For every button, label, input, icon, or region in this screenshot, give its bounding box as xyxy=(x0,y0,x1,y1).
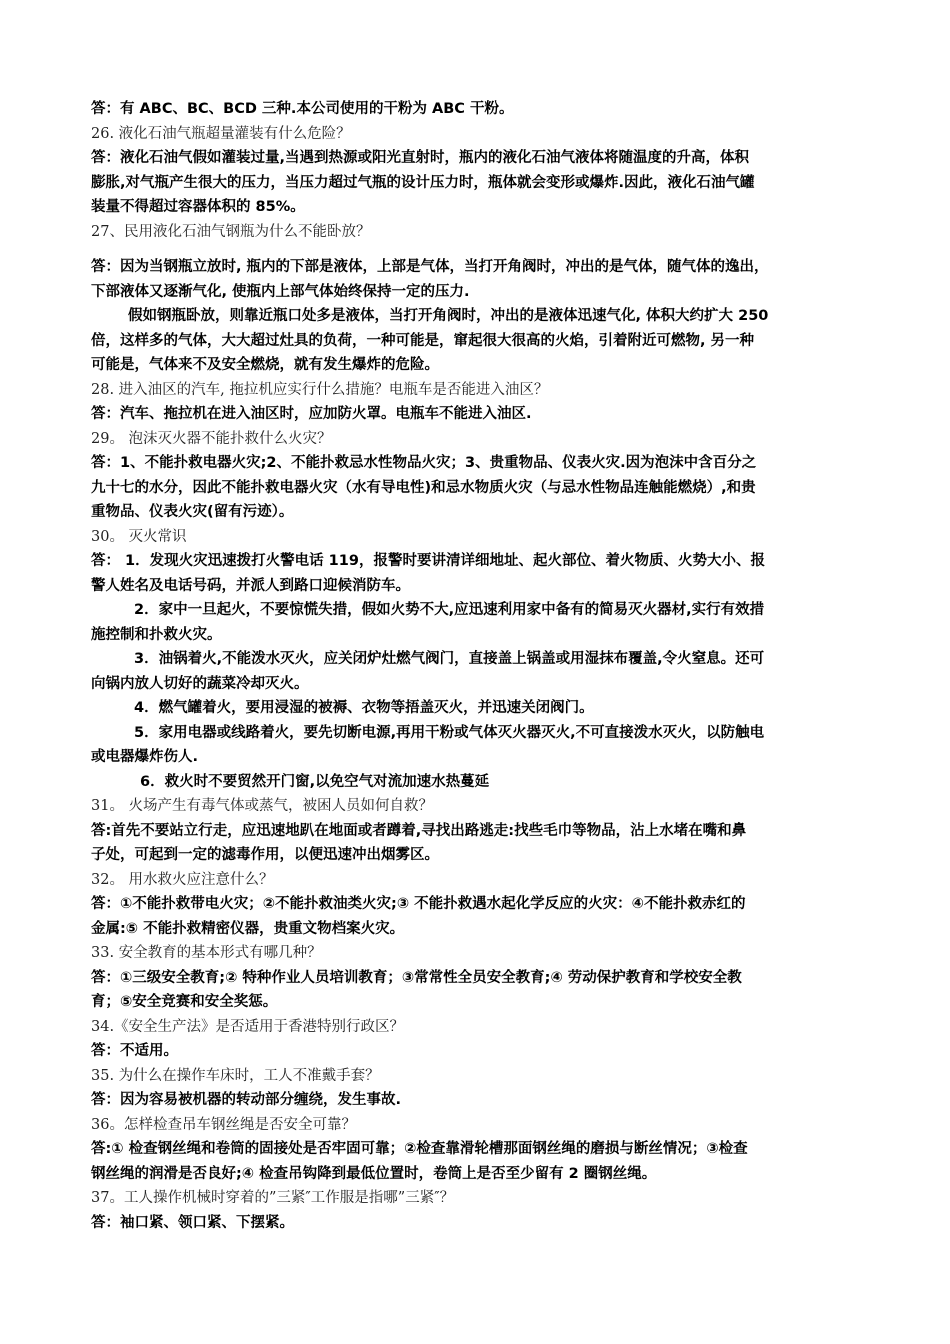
answer-line: 答：因为当钢瓶立放时, 瓶内的下部是液体，上部是气体，当打开角阀时，冲出的是气体，随气体的逸出， xyxy=(91,259,769,275)
answer-line: 答：1、不能扑救电器火灾;2、不能扑救忌水性物品火灾；3、贵重物品、仪表火灾.因为泡沫中含百分之 xyxy=(91,455,757,471)
question-line: 32。 用水救火应注意什么？ xyxy=(91,871,274,888)
answer-line: 或电器爆炸伤人. xyxy=(91,749,199,765)
question-line: 26. 液化石油气瓶超量灌装有什么危险？ xyxy=(91,125,351,142)
answer-line: 4．燃气罐着火，要用浸湿的被褥、衣物等捂盖灭火，并迅速关闭阀门。 xyxy=(134,700,594,716)
answer-line: 5．家用电器或线路着火，要先切断电源,再用干粉或气体灭火器灭火,不可直接泼水灭火，以防触电 xyxy=(134,724,765,741)
question-line: 31。 火场产生有毒气体或蒸气，被困人员如何自救？ xyxy=(91,798,434,814)
answer-line: 答：有 ABC、BC、BCD 三种.本公司使用的干粉为 ABC 干粉。 xyxy=(91,101,514,117)
answer-line: 倍，这样多的气体，大大超过灶具的负荷，一种可能是，窜起很大很高的火焰，引着附近可燃物, 另一种 xyxy=(91,332,755,349)
question-line: 35. 为什么在操作车床时，工人不准戴手套？ xyxy=(91,1067,380,1084)
answer-line: 答：液化石油气假如灌装过量,当遇到热源或阳光直射时，瓶内的液化石油气液体将随温度的升高，体积 xyxy=(91,150,750,166)
question-line: 28. 进入油区的汽车, 拖拉机应实行什么措施？电瓶车是否能进入油区？ xyxy=(91,381,549,398)
answer-line: 答：①三级安全教育;② 特种作业人员培训教育；③常常性全员安全教育;④ 劳动保护教育和学校安全教 xyxy=(91,969,742,986)
question-line: 37。工人操作机械时穿着的”三紧″工作服是指哪”三紧″？ xyxy=(91,1190,455,1206)
answer-line: 2．家中一旦起火，不要惊慌失措，假如火势不大,应迅速利用家中备有的简易灭火器材,实行有效措 xyxy=(134,602,765,618)
question-line: 33. 安全教育的基本形式有哪几种？ xyxy=(91,945,322,961)
answer-line: 施控制和扑救火灾。 xyxy=(91,626,222,643)
question-line: 27、民用液化石油气钢瓶为什么不能卧放？ xyxy=(91,223,371,240)
answer-line: 答：袖口紧、领口紧、下摆紧。 xyxy=(91,1214,294,1231)
answer-line: 钢丝绳的润滑是否良好;④ 检查吊钩降到最低位置时，卷筒上是否至少留有 2 圈钢丝绳。 xyxy=(91,1165,657,1182)
question-line: 36。怎样检查吊车钢丝绳是否安全可靠？ xyxy=(91,1116,356,1133)
answer-line: 答：不适用。 xyxy=(91,1043,178,1059)
answer-line: 膨胀,对气瓶产生很大的压力，当压力超过气瓶的设计压力时，瓶体就会变形或爆炸.因此，液化石油气罐 xyxy=(91,174,755,191)
answer-line: 重物品、仪表火灾(留有污迹）。 xyxy=(91,504,294,520)
answer-line: 答：①不能扑救带电火灾；②不能扑救油类火灾;③ 不能扑救遇水起化学反应的火灾：④不能扑救赤红的 xyxy=(91,896,746,912)
answer-line: 可能是，气体来不及安全燃烧，就有发生爆炸的危险。 xyxy=(91,357,439,373)
answer-line: 装量不得超过容器体积的 85%。 xyxy=(91,199,305,215)
question-line: 34.《安全生产法》是否适用于香港特别行政区？ xyxy=(91,1018,405,1035)
document-body xyxy=(91,97,871,1235)
answer-line: 答： 1．发现火灾迅速拨打火警电话 119，报警时要讲清详细地址、起火部位、着火物质、火势大小、报 xyxy=(91,553,765,569)
question-line: 29。 泡沫灭火器不能扑救什么火灾？ xyxy=(91,430,332,447)
answer-line: 育；⑤安全竞赛和安全奖惩。 xyxy=(91,994,278,1010)
answer-line: 下部液体又逐渐气化, 使瓶内上部气体始终保持一定的压力. xyxy=(91,283,470,300)
answer-line: 答:首先不要站立行走，应迅速地趴在地面或者蹲着,寻找出路逃走:找些毛巾等物品，沾上水堵在嘴和鼻 xyxy=(91,822,747,839)
answer-line: 金属:⑤ 不能扑救精密仪器，贵重文物档案火灾。 xyxy=(91,920,405,937)
answer-line: 答：汽车、拖拉机在进入油区时，应加防火罩。电瓶车不能进入油区. xyxy=(91,406,532,422)
answer-line: 子处，可起到一定的滤毒作用，以便迅速冲出烟雾区。 xyxy=(91,847,439,863)
answer-line: 警人姓名及电话号码，并派人到路口迎候消防车。 xyxy=(91,577,410,594)
answer-line: 答：因为容易被机器的转动部分缠绕，发生事故. xyxy=(91,1092,402,1108)
answer-line: 向锅内放人切好的蔬菜冷却灭火。 xyxy=(91,675,309,692)
answer-line: 6．救火时不要贸然开门窗,以免空气对流加速水热蔓延 xyxy=(140,773,490,790)
question-line: 30。 灭火常识 xyxy=(91,528,187,545)
answer-line: 3．油锅着火,不能泼水灭火，应关闭炉灶燃气阀门，直接盖上锅盖或用湿抹布覆盖,令火窒息。还可 xyxy=(134,651,765,667)
answer-line: 九十七的水分，因此不能扑救电器火灾（水有导电性)和忌水物质火灾（与忌水性物品连触能燃烧）,和贵 xyxy=(91,479,756,496)
answer-line: 答:① 检查钢丝绳和卷筒的固接处是否牢固可靠；②检查靠滑轮槽那面钢丝绳的磨损与断丝情况；③检查 xyxy=(91,1141,748,1157)
answer-line: 假如钢瓶卧放，则靠近瓶口处多是液体，当打开角阀时，冲出的是液体迅速气化, 体积大约扩大 250 xyxy=(128,308,769,324)
